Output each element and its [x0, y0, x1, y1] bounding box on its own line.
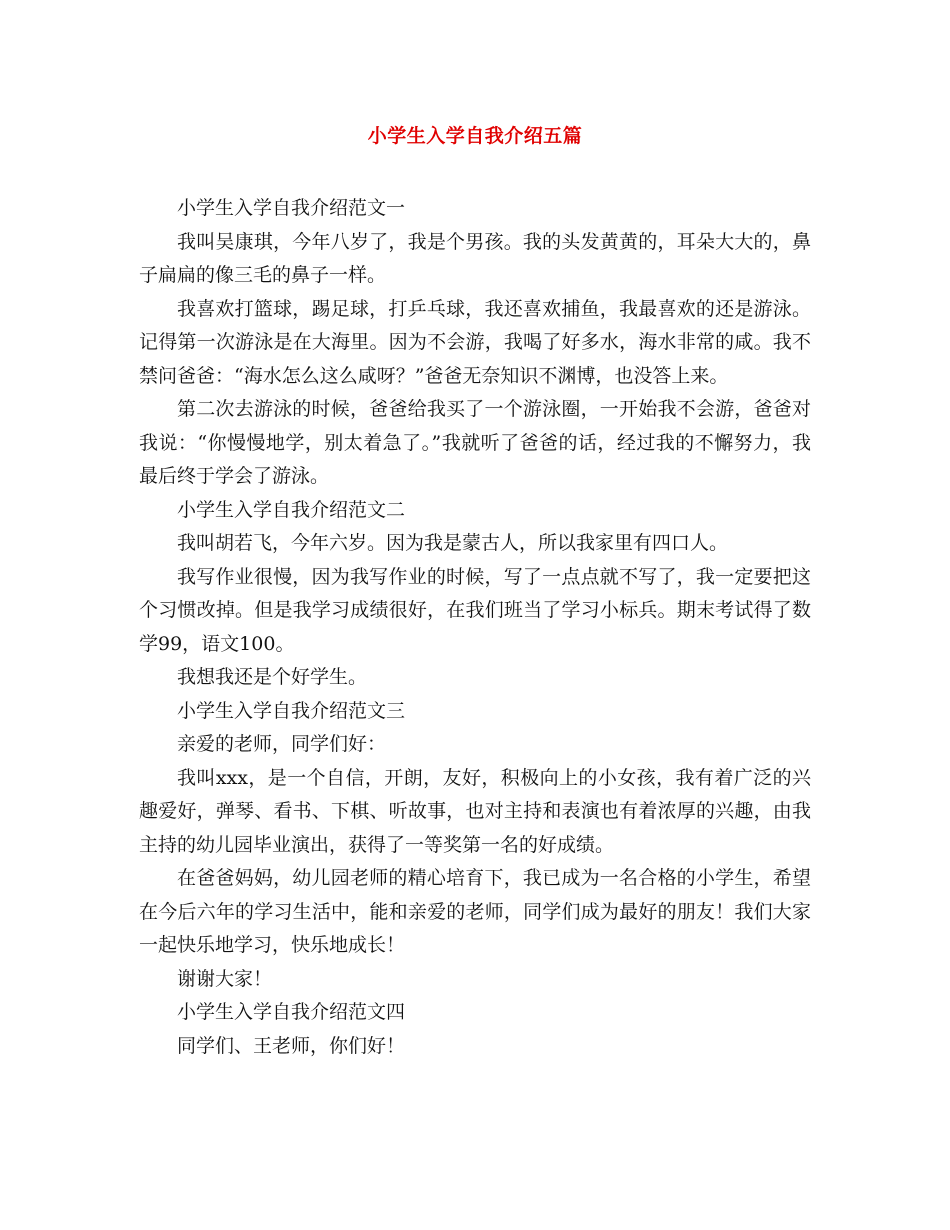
document-body	[139, 192, 811, 1063]
paragraph: 我喜欢打篮球，踢足球，打乒乓球，我还喜欢捕鱼，我最喜欢的还是游泳。记得第一次游泳是在大海里。因为不会游，我喝了好多水，海水非常的咸。我不禁问爸爸：“海水怎么这么咸呀？”爸爸无奈知识不渊博，也没答上来。	[139, 297, 811, 387]
paragraph: 我叫xxx，是一个自信，开朗，友好，积极向上的小女孩，我有着广泛的兴趣爱好，弹琴、看书、下棋、听故事，也对主持和表演也有着浓厚的兴趣，由我主持的幼儿园毕业演出，获得了一等奖第一名的好成绩。	[139, 766, 811, 856]
section-heading-4: 小学生入学自我介绍范文四	[177, 1001, 406, 1023]
paragraph: 我写作业很慢，因为我写作业的时候，写了一点点就不写了，我一定要把这个习惯改掉。但是我学习成绩很好，在我们班当了学习小标兵。期末考试得了数学99，语文100。	[139, 565, 811, 655]
paragraph: 在爸爸妈妈，幼儿园老师的精心培育下，我已成为一名合格的小学生，希望在今后六年的学习生活中，能和亲爱的老师，同学们成为最好的朋友！我们大家一起快乐地学习，快乐地成长！	[139, 867, 811, 956]
section-heading-3: 小学生入学自我介绍范文三	[177, 699, 406, 722]
paragraph: 我想我还是个好学生。	[177, 666, 368, 688]
paragraph: 同学们、王老师，你们好！	[177, 1034, 406, 1057]
paragraph: 亲爱的老师，同学们好：	[177, 733, 387, 755]
paragraph: 我叫吴康琪，今年八岁了，我是个男孩。我的头发黄黄的，耳朵大大的，鼻子扁扁的像三毛的鼻子一样。	[139, 230, 811, 286]
paragraph: 谢谢大家！	[177, 967, 273, 990]
paragraph: 我叫胡若飞，今年六岁。因为我是蒙古人，所以我家里有四口人。	[177, 532, 729, 554]
paragraph: 第二次去游泳的时候，爸爸给我买了一个游泳圈，一开始我不会游，爸爸对我说：“你慢慢地学，别太着急了。”我就听了爸爸的话，经过我的不懈努力，我最后终于学会了游泳。	[139, 398, 811, 487]
section-heading-1: 小学生入学自我介绍范文一	[177, 197, 406, 219]
section-heading-2: 小学生入学自我介绍范文二	[177, 498, 406, 521]
document-title: 小学生入学自我介绍五篇	[367, 125, 583, 147]
